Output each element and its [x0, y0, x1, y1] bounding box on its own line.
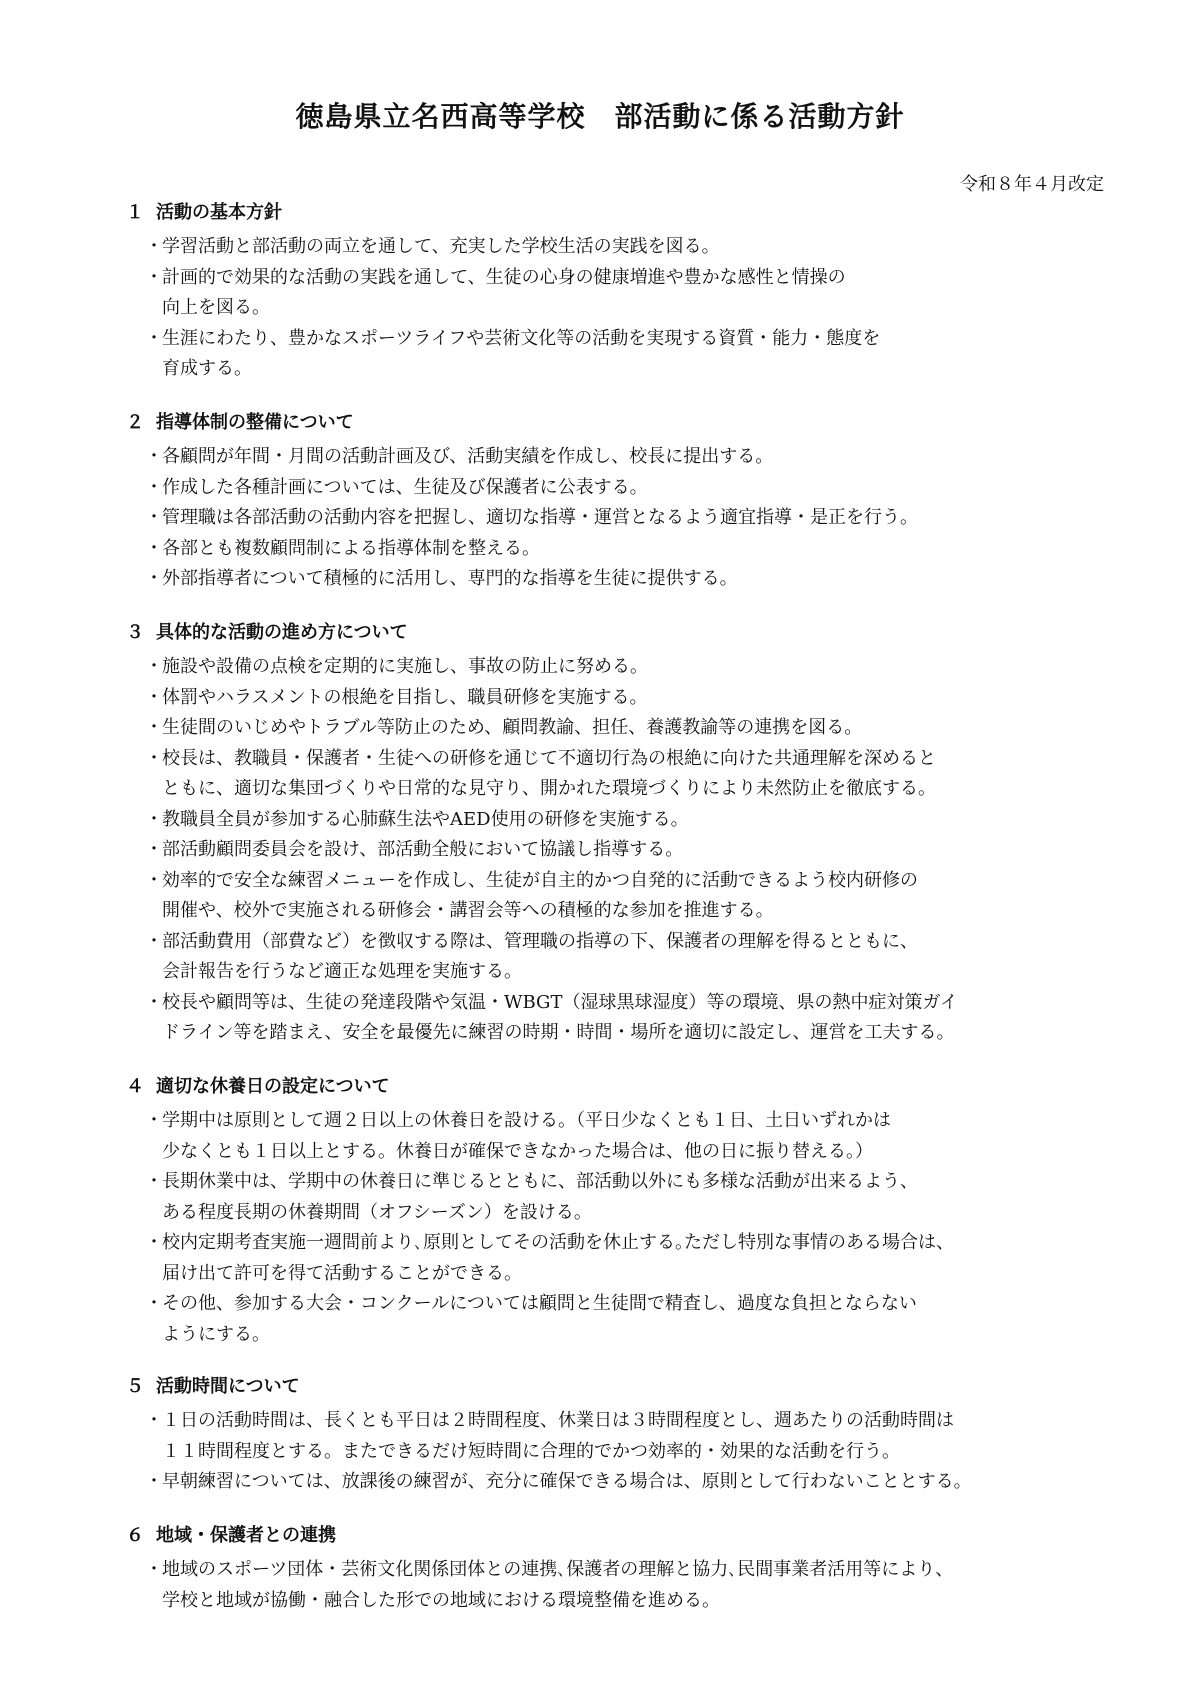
list-item: [126, 1228, 1116, 1289]
item-line: １１時間程度とする。またできるだけ短時間に合理的でかつ効率的・効果的な活動を行う。: [162, 1440, 900, 1462]
bullet-icon: ・: [145, 1110, 163, 1131]
section-number: ６: [126, 1525, 144, 1546]
section: [126, 618, 1116, 1049]
bullet-icon: ・: [145, 568, 163, 589]
section-heading: [126, 198, 1116, 232]
section: [126, 1521, 1116, 1616]
list-item: [126, 927, 1116, 988]
bullet-icon: ・: [145, 1471, 163, 1492]
list-item: [126, 652, 1116, 683]
item-line: その他、参加する大会・コンクールについては顧問と生徒間で精査し、過度な負担とならない: [162, 1293, 917, 1314]
section-title: 地域・保護者との連携: [156, 1525, 336, 1546]
section-heading: [126, 408, 1116, 442]
section-number: ４: [126, 1076, 144, 1097]
section-heading: [126, 1072, 1116, 1106]
item-line: 長期休業中は、学期中の休養日に準じるとともに、部活動以外にも多様な活動が出来るよう、: [162, 1171, 918, 1192]
bullet-icon: ・: [145, 507, 163, 528]
list-item: [126, 1167, 1116, 1228]
item-line: 各顧問が年間・月間の活動計画及び、活動実績を作成し、校長に提出する。: [162, 446, 774, 467]
bullet-icon: ・: [145, 1171, 163, 1192]
section-title: 適切な休養日の設定について: [156, 1076, 390, 1097]
item-line: 地域のスポーツ団体・芸術文化関係団体との連携､保護者の理解と協力､民間事業者活用等により、: [162, 1559, 954, 1580]
bullet-icon: ・: [145, 476, 163, 498]
item-line: 学期中は原則として週２日以上の休養日を設ける。（平日少なくとも１日、土日いずれかは: [162, 1110, 891, 1131]
section-number: ５: [126, 1376, 144, 1397]
bullet-icon: ・: [145, 1232, 163, 1253]
item-line: 作成した各種計画については、生徒及び保護者に公表する。: [162, 476, 648, 498]
item-line: ともに、適切な集団づくりや日常的な見守り、開かれた環境づくりにより未然防止を徹底する。: [162, 778, 936, 799]
list-item: [126, 683, 1116, 714]
item-line: 計画的で効果的な活動の実践を通して、生徒の心身の健康増進や豊かな感性と情操の: [162, 266, 846, 288]
bullet-icon: ・: [145, 869, 163, 891]
item-line: 学習活動と部活動の両立を通して、充実した学校生活の実践を図る。: [162, 236, 720, 257]
item-line: 届け出て許可を得て活動することができる。: [162, 1262, 522, 1284]
list-item: [126, 1555, 1116, 1616]
bullet-icon: ・: [145, 808, 163, 830]
section-title: 指導体制の整備について: [156, 412, 354, 433]
item-line: 校長や顧問等は、生徒の発達段階や気温・WBGT（湿球黒球湿度）等の環境、県の熱中症対策ガイ: [162, 991, 958, 1013]
bullet-icon: ・: [145, 236, 163, 257]
item-line: 育成する。: [162, 358, 252, 379]
item-line: 効率的で安全な練習メニューを作成し、生徒が自主的かつ自発的に活動できるよう校内研修の: [162, 869, 918, 891]
item-line: １日の活動時間は、長くとも平日は２時間程度、休業日は３時間程度とし、週あたりの活動時間は: [162, 1410, 954, 1431]
section-title: 活動の基本方針: [156, 202, 282, 223]
item-line: 生涯にわたり、豊かなスポーツライフや芸術文化等の活動を実現する資質・能力・態度を: [162, 327, 881, 349]
list-item: [126, 805, 1116, 836]
section-number: １: [126, 202, 144, 223]
item-line: ドライン等を踏まえ、安全を最優先に練習の時期・時間・場所を適切に設定し、運営を工夫する。: [162, 1022, 955, 1043]
item-line: 部活動顧問委員会を設け、部活動全般において協議し指導する。: [162, 839, 684, 860]
list-item: [126, 744, 1116, 805]
list-item: [126, 564, 1116, 595]
bullet-icon: ・: [145, 656, 163, 677]
list-item: [126, 713, 1116, 744]
section: [126, 1372, 1116, 1498]
list-item: [126, 324, 1116, 385]
item-line: 会計報告を行うなど適正な処理を実施する。: [162, 961, 522, 982]
list-item: [126, 866, 1116, 927]
item-line: 施設や設備の点検を定期的に実施し、事故の防止に努める。: [162, 656, 648, 677]
section-heading: [126, 1521, 1116, 1555]
revision-date: 令和８年４月改定: [960, 174, 1104, 195]
list-item: [126, 263, 1116, 324]
list-item: [126, 1289, 1116, 1350]
item-line: 管理職は各部活動の活動内容を把握し、適切な指導・運営となるよう適宜指導・是正を行う。: [162, 507, 918, 528]
bullet-icon: ・: [145, 839, 163, 860]
item-line: 早朝練習については、放課後の練習が、充分に確保できる場合は、原則として行わないこととする。: [162, 1471, 972, 1492]
section: [126, 408, 1116, 595]
list-item: [126, 835, 1116, 866]
page-title: 徳島県立名西高等学校 部活動に係る活動方針: [295, 100, 905, 133]
item-line: 部活動費用（部費など）を徴収する際は、管理職の指導の下、保護者の理解を得るとともに、: [162, 930, 918, 952]
list-item: [126, 1467, 1116, 1498]
item-line: 教職員全員が参加する心肺蘇生法やAED使用の研修を実施する。: [162, 808, 689, 830]
item-line: 外部指導者について積極的に活用し、専門的な指導を生徒に提供する。: [162, 568, 738, 589]
section-heading: [126, 1372, 1116, 1406]
list-item: [126, 503, 1116, 534]
list-item: [126, 534, 1116, 565]
bullet-icon: ・: [145, 747, 163, 769]
item-line: 向上を図る。: [162, 297, 270, 318]
item-line: ようにする。: [162, 1323, 270, 1345]
section-title: 具体的な活動の進め方について: [156, 622, 408, 643]
item-line: 各部とも複数顧問制による指導体制を整える。: [162, 537, 540, 559]
section-number: ２: [126, 412, 144, 433]
item-line: 学校と地域が協働・融合した形での地域における環境整備を進める。: [162, 1589, 720, 1611]
bullet-icon: ・: [145, 930, 163, 952]
item-line: ある程度長期の休養期間（オフシーズン）を設ける。: [162, 1201, 592, 1223]
list-item: [126, 1406, 1116, 1467]
item-line: 生徒間のいじめやトラブル等防止のため、顧問教諭、担任、養護教諭等の連携を図る。: [162, 717, 863, 738]
item-line: 校内定期考査実施一週間前より､原則としてその活動を休止する｡ただし特別な事情のある場合は、: [162, 1232, 954, 1253]
list-item: [126, 442, 1116, 473]
bullet-icon: ・: [145, 537, 163, 559]
bullet-icon: ・: [145, 446, 163, 467]
item-line: 少なくとも１日以上とする。休養日が確保できなかった場合は、他の日に振り替える。）: [162, 1140, 873, 1162]
section: [126, 1072, 1116, 1350]
bullet-icon: ・: [145, 1293, 163, 1314]
item-line: 校長は、教職員・保護者・生徒への研修を通じて不適切行為の根絶に向けた共通理解を深めると: [162, 747, 936, 769]
bullet-icon: ・: [145, 686, 163, 708]
item-line: 体罰やハラスメントの根絶を目指し、職員研修を実施する。: [162, 686, 648, 708]
section-number: ３: [126, 622, 144, 643]
list-item: [126, 988, 1116, 1049]
bullet-icon: ・: [145, 717, 163, 738]
list-item: [126, 232, 1116, 263]
section-title: 活動時間について: [156, 1376, 300, 1397]
section-heading: [126, 618, 1116, 652]
bullet-icon: ・: [145, 991, 163, 1013]
section: [126, 198, 1116, 385]
list-item: [126, 473, 1116, 504]
list-item: [126, 1106, 1116, 1167]
bullet-icon: ・: [145, 1410, 163, 1431]
item-line: 開催や、校外で実施される研修会・講習会等への積極的な参加を推進する。: [162, 900, 774, 921]
bullet-icon: ・: [145, 1559, 163, 1580]
bullet-icon: ・: [145, 327, 163, 349]
bullet-icon: ・: [145, 266, 163, 288]
